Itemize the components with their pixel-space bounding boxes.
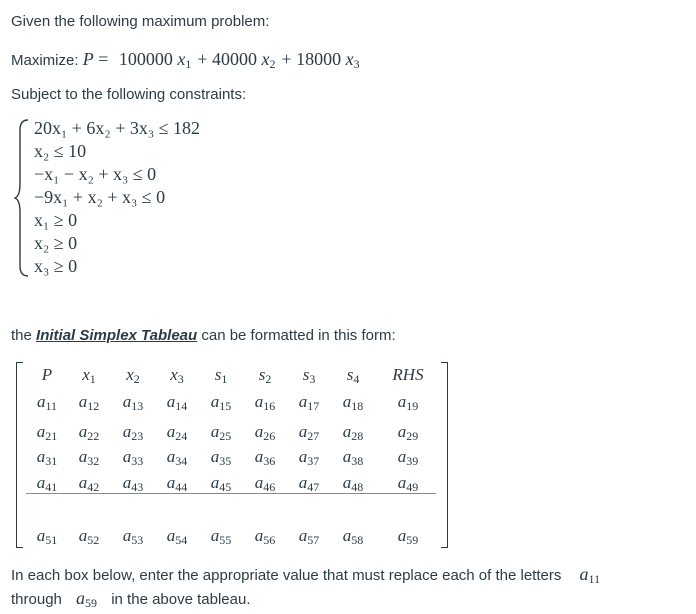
- tableau-cell-a26: $a_{26}$: [254, 422, 276, 443]
- tableau-header-x2: $x_2$: [126, 365, 140, 386]
- tableau-cell-a34: $a_{34}$: [166, 447, 188, 468]
- tableau-header-rhs: RHS: [392, 365, 424, 384]
- tableau-cell-a45: $a_{45}$: [210, 473, 232, 494]
- through-text: through: [11, 591, 62, 608]
- maximize-label: Maximize:: [11, 52, 79, 69]
- constraint-5: x₁ ≥ 0: [34, 210, 78, 230]
- tableau-cell-a46: $a_{46}$: [254, 473, 276, 494]
- tableau-cell-a29: $a_{29}$: [397, 422, 419, 443]
- tableau-cell-a28: $a_{28}$: [342, 422, 364, 443]
- tableau-header-s2: $s_2$: [258, 365, 272, 386]
- tableau-cell-a12: $a_{12}$: [78, 392, 100, 413]
- tableau-cell-a56: $a_{56}$: [254, 526, 276, 547]
- tableau-cell-a39: $a_{39}$: [397, 447, 419, 468]
- tableau-cell-a41: $a_{41}$: [36, 473, 58, 494]
- tableau-cell-a22: $a_{22}$: [78, 422, 100, 443]
- tableau-cell-a59: $a_{59}$: [397, 526, 419, 547]
- tableau-cell-a11: $a_{11}$: [36, 392, 58, 413]
- tableau-cell-a35: $a_{35}$: [210, 447, 232, 468]
- tableau-cell-a27: $a_{27}$: [298, 422, 320, 443]
- tableau-cell-a51: $a_{51}$: [36, 526, 58, 547]
- constraint-1: 20x₁ + 6x₂ + 3x₃ ≤ 182: [34, 118, 201, 138]
- tableau-intro-before: the: [11, 327, 37, 344]
- tableau-cell-a42: $a_{42}$: [78, 473, 100, 494]
- tableau-cell-a43: $a_{43}$: [122, 473, 144, 494]
- tableau-cell-a25: $a_{25}$: [210, 422, 232, 443]
- objective-function: [11, 49, 360, 72]
- tableau-right-bracket: [441, 362, 448, 548]
- tableau-cell-a21: $a_{21}$: [36, 422, 58, 443]
- tableau-cell-a32: $a_{32}$: [78, 447, 100, 468]
- tableau-cell-a55: $a_{55}$: [210, 526, 232, 547]
- a11-reference: $a_{11}$: [579, 564, 601, 586]
- tableau-cell-a24: $a_{24}$: [166, 422, 188, 443]
- tableau-cell-a54: $a_{54}$: [166, 526, 188, 547]
- tableau-header-s1: $s_1$: [214, 365, 228, 386]
- tableau-cell-a37: $a_{37}$: [298, 447, 320, 468]
- instructions-line-2: [11, 588, 251, 611]
- tableau-cell-a23: $a_{23}$: [122, 422, 144, 443]
- tableau-cell-a18: $a_{18}$: [342, 392, 364, 413]
- tableau-cell-a52: $a_{52}$: [78, 526, 100, 547]
- constraints-intro: Subject to the following constraints:: [11, 86, 247, 103]
- tableau-cell-a58: $a_{58}$: [342, 526, 364, 547]
- instructions-line-1: [11, 564, 600, 587]
- objective-term-2: + 40000 $x_2$: [197, 49, 276, 71]
- tableau-header-x3: $x_3$: [170, 365, 184, 386]
- objective-term-3: + 18000 $x_3$: [281, 49, 360, 71]
- tableau-cell-a36: $a_{36}$: [254, 447, 276, 468]
- tableau-intro-after: can be formatted in this form:: [197, 327, 396, 344]
- tableau-intro: [11, 327, 396, 344]
- tableau-cell-a48: $a_{48}$: [342, 473, 364, 494]
- constraint-7: x₃ ≥ 0: [34, 256, 78, 276]
- objective-expression: [83, 49, 360, 69]
- constraint-system: [14, 118, 274, 278]
- simplex-tableau: [16, 362, 448, 546]
- tableau-cell-a16: $a_{16}$: [254, 392, 276, 413]
- tableau-cell-a47: $a_{47}$: [298, 473, 320, 494]
- instructions-end-text: in the above tableau.: [111, 591, 251, 608]
- objective-variable: P: [82, 49, 94, 69]
- left-brace: [14, 118, 30, 278]
- tableau-left-bracket: [16, 362, 23, 548]
- constraint-4: −9x₁ + x₂ + x₃ ≤ 0: [34, 187, 166, 207]
- tableau-cell-a44: $a_{44}$: [166, 473, 188, 494]
- tableau-cell-a15: $a_{15}$: [210, 392, 232, 413]
- tableau-cell-a14: $a_{14}$: [166, 392, 188, 413]
- tableau-header-s4: $s_4$: [346, 365, 360, 386]
- tableau-cell-a13: $a_{13}$: [122, 392, 144, 413]
- tableau-header-s3: $s_3$: [302, 365, 316, 386]
- tableau-cell-a31: $a_{31}$: [36, 447, 58, 468]
- tableau-cell-a49: $a_{49}$: [397, 473, 419, 494]
- tableau-cell-a17: $a_{17}$: [298, 392, 320, 413]
- tableau-cell-a38: $a_{38}$: [342, 447, 364, 468]
- tableau-cell-a53: $a_{53}$: [122, 526, 144, 547]
- equals-sign: =: [98, 49, 109, 69]
- constraint-2: x₂ ≤ 10: [34, 141, 87, 161]
- tableau-header-x1: $x_1$: [82, 365, 96, 386]
- objective-term-1: 100000 $x_1$: [118, 49, 192, 71]
- constraint-6: x₂ ≥ 0: [34, 233, 78, 253]
- constraint-3: −x₁ − x₂ + x₃ ≤ 0: [34, 164, 157, 184]
- tableau-cell-a33: $a_{33}$: [122, 447, 144, 468]
- initial-simplex-tableau-link[interactable]: Initial Simplex Tableau: [36, 327, 198, 344]
- tableau-header-p: P: [41, 365, 53, 384]
- a59-reference: $a_{59}$: [76, 588, 98, 610]
- tableau-cell-a19: $a_{19}$: [397, 392, 419, 413]
- tableau-cell-a57: $a_{57}$: [298, 526, 320, 547]
- intro-text: Given the following maximum problem:: [11, 13, 270, 30]
- instructions-text: In each box below, enter the appropriate value that must replace each of the letters: [11, 567, 562, 584]
